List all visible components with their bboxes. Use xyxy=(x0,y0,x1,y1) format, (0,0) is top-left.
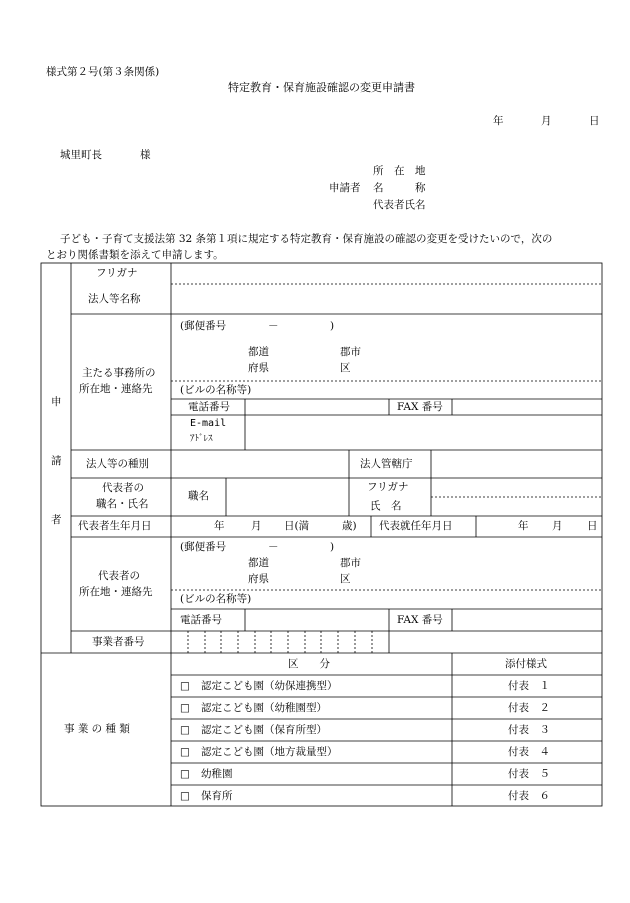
business-checkbox-4[interactable]: □ xyxy=(180,746,190,758)
tenure-month: 月 xyxy=(552,520,563,532)
email-label-2: ｱﾄﾞﾚｽ xyxy=(190,434,213,444)
intro-line-1: 子ども・子育て支援法第 32 条第１項に規定する特定教育・保育施設の確認の変更を受けたいので，次の xyxy=(60,233,553,245)
business-item-1: 認定こども園（幼保連携型） xyxy=(201,680,338,692)
postal-close: ) xyxy=(330,320,335,332)
birth-month: 月 xyxy=(251,520,262,532)
rep-todo-label: 都道 xyxy=(248,557,269,569)
corp-name-label: 法人等名称 xyxy=(88,293,141,305)
ku-label: 区 xyxy=(340,362,351,374)
position-label: 職名 xyxy=(188,490,209,502)
building-label: (ビルの名称等) xyxy=(180,384,252,396)
birth-age: 歳) xyxy=(342,520,357,532)
side-label-1: 申 xyxy=(51,396,62,408)
addressee-honorific: 様 xyxy=(140,149,151,161)
date-year: 年 xyxy=(493,115,504,127)
business-attach-2: 付表 ２ xyxy=(508,702,550,714)
rep-birth-label: 代表者生年月日 xyxy=(78,520,152,532)
side-label-3: 者 xyxy=(51,514,62,526)
business-item-3: 認定こども園（保育所型） xyxy=(201,724,327,736)
rep-title-label-1: 代表者の xyxy=(102,482,144,494)
email-label-1: E-mail xyxy=(190,418,227,429)
addressee-name: 城里町長 xyxy=(60,149,102,161)
business-attach-3: 付表 ３ xyxy=(508,724,550,736)
rep-tenure-label: 代表就任年月日 xyxy=(379,520,453,532)
rep-fuken-label: 府県 xyxy=(248,573,269,585)
business-checkbox-5[interactable]: □ xyxy=(180,768,190,780)
rep-postal-close: ) xyxy=(330,541,335,553)
applicant-name-label: 名 称 xyxy=(373,182,426,194)
business-attach-1: 付表 １ xyxy=(508,680,550,692)
corp-authority-label: 法人管轄庁 xyxy=(360,458,413,470)
rep-gunshi-label: 郡市 xyxy=(340,557,361,569)
corp-type-label: 法人等の種別 xyxy=(86,458,149,470)
fuken-label: 府県 xyxy=(248,362,269,374)
name-rep-label: 氏 名 xyxy=(370,500,402,512)
phone-label: 電話番号 xyxy=(188,401,230,413)
applicant-address-label: 所 在 地 xyxy=(373,165,426,177)
tenure-year: 年 xyxy=(518,520,529,532)
office-label-1: 主たる事務所の xyxy=(82,367,156,379)
applicant-label: 申請者 xyxy=(329,182,361,194)
office-label-2: 所在地・連絡先 xyxy=(79,383,153,395)
side-label-2: 請 xyxy=(51,455,62,467)
rep-addr-label-2: 所在地・連絡先 xyxy=(79,586,153,598)
date-day: 日 xyxy=(589,115,600,127)
business-item-4: 認定こども園（地方裁量型） xyxy=(201,746,338,758)
business-attach-5: 付表 ５ xyxy=(508,768,550,780)
date-month: 月 xyxy=(541,115,552,127)
postal-label: (郵便番号 xyxy=(180,320,227,332)
birth-day: 日(満 xyxy=(284,520,310,532)
business-type-label: 事 業 の 種 類 xyxy=(64,723,130,735)
page-title: 特定教育・保育施設確認の変更申請書 xyxy=(228,81,415,94)
business-checkbox-2[interactable]: □ xyxy=(180,702,190,714)
form-number: 様式第２号(第３条関係) xyxy=(46,66,160,78)
business-checkbox-3[interactable]: □ xyxy=(180,724,190,736)
rep-title-label-2: 職名・氏名 xyxy=(96,498,149,510)
rep-building-label: (ビルの名称等) xyxy=(180,593,252,605)
todo-label: 都道 xyxy=(248,346,269,358)
business-item-6: 保育所 xyxy=(201,790,233,802)
attach-header: 添付様式 xyxy=(505,658,547,670)
business-attach-6: 付表 ６ xyxy=(508,790,550,802)
rep-fax-label: FAX 番号 xyxy=(397,614,443,626)
rep-postal-label: (郵便番号 xyxy=(180,541,227,553)
birth-year: 年 xyxy=(214,520,225,532)
gunshi-label: 郡市 xyxy=(340,346,361,358)
furigana-label: フリガナ xyxy=(96,267,138,279)
business-item-5: 幼稚園 xyxy=(201,768,233,780)
applicant-rep-label: 代表者氏名 xyxy=(373,199,426,211)
rep-phone-label: 電話番号 xyxy=(180,614,222,626)
rep-addr-label-1: 代表者の xyxy=(98,570,140,582)
tenure-day: 日 xyxy=(587,520,598,532)
postal-dash: － xyxy=(268,320,279,332)
business-checkbox-1[interactable]: □ xyxy=(180,680,190,692)
business-attach-4: 付表 ４ xyxy=(508,746,550,758)
operator-no-label: 事業者番号 xyxy=(92,636,145,648)
business-checkbox-6[interactable]: □ xyxy=(180,790,190,802)
furigana-rep-label: フリガナ xyxy=(367,481,409,493)
fax-label: FAX 番号 xyxy=(397,401,443,413)
kubun-header: 区 分 xyxy=(288,658,330,670)
rep-postal-dash: － xyxy=(268,541,279,553)
business-item-2: 認定こども園（幼稚園型） xyxy=(201,702,327,714)
rep-ku-label: 区 xyxy=(340,573,351,585)
intro-line-2: とおり関係書類を添えて申請します。 xyxy=(46,249,224,261)
